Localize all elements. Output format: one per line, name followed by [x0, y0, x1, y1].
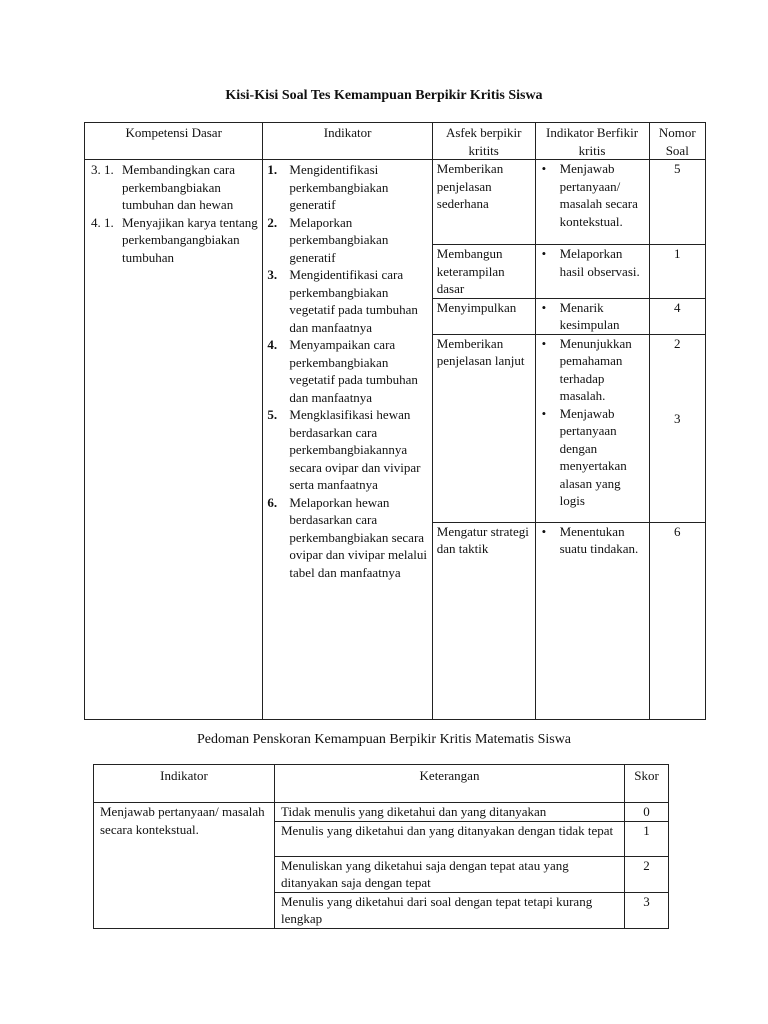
aspek-cell: Membangun keterampilan dasar [432, 245, 535, 299]
aspek-cell: Mengatur strategi dan taktik [432, 522, 535, 719]
indikator-number: 4. [267, 337, 278, 352]
kompetensi-number: 3. 1. [91, 162, 114, 177]
indikator-item [267, 266, 427, 336]
header-keterangan: Keterangan [275, 765, 625, 803]
indikator-item [267, 406, 427, 494]
nomor-soal-cell [649, 334, 706, 522]
header-indikator: Indikator [263, 123, 432, 160]
indikator-text: Mengidentifikasi perkembangbiakan generatif [289, 162, 389, 212]
skor-cell: 2 [625, 856, 669, 892]
nomor-soal-value: 6 [674, 523, 681, 539]
indikator-number: 2. [267, 214, 278, 230]
kompetensi-dasar-cell [85, 160, 263, 720]
bullet-icon: • [541, 523, 547, 539]
bullet-text: Menjawab pertanyaan/ masalah secara kontekstual. [559, 161, 638, 229]
indikator-item [267, 214, 427, 267]
keterangan-cell: Menuliskan yang diketahui saja dengan tepat atau yang ditanyakan saja dengan tepat [275, 856, 625, 892]
indikator-text: Melaporkan perkembangbiakan generatif [289, 214, 389, 265]
nomor-soal-cell [649, 160, 706, 245]
skor-cell: 0 [625, 803, 669, 822]
indikator-bk-cell [535, 334, 649, 522]
indikator-number: 3. [267, 267, 278, 282]
bullet-text: Menentukan suatu tindakan. [559, 523, 639, 556]
keterangan-cell: Menulis yang diketahui dan yang ditanyakan dengan tidak tepat [275, 821, 625, 856]
kompetensi-number: 4. 1. [91, 214, 114, 230]
nomor-soal-value: 5 [674, 161, 681, 176]
bullet-item [542, 335, 645, 405]
skor-cell: 3 [625, 892, 669, 928]
bullet-item [542, 523, 645, 558]
bullet-icon: • [541, 299, 547, 315]
indikator-bk-cell [535, 522, 649, 719]
header-skor: Skor [625, 765, 669, 803]
bullet-icon: • [541, 405, 547, 421]
indikator-bk-cell [535, 245, 649, 299]
bullet-item [542, 405, 645, 510]
bullet-item [542, 160, 645, 230]
bullet-text: Menunjukkan pemahaman terhadap masalah. [559, 335, 632, 403]
scoring-guide-title: Pedoman Penskoran Kemampuan Berpikir Kritis Matematis Siswa [196, 732, 572, 747]
indikator-text: Mengklasifikasi hewan berdasarkan cara perkembangbiakannya secara ovipar dan vivipar serta manfaatnya [289, 407, 421, 492]
indikator-item [267, 494, 427, 582]
header-indikator: Indikator [94, 765, 275, 803]
aspek-cell: Memberikan penjelasan lanjut [432, 334, 535, 522]
kompetensi-item [91, 214, 258, 267]
indikator-number: 5. [267, 407, 278, 422]
nomor-soal-value: 1 [674, 246, 681, 261]
indikator-item [267, 161, 427, 214]
aspek-cell: Memberikan penjelasan sederhana [432, 160, 535, 245]
nomor-soal-cell [649, 522, 706, 719]
bullet-icon: • [541, 246, 547, 261]
nomor-soal-cell [649, 298, 706, 334]
aspek-cell: Menyimpulkan [432, 298, 535, 334]
indikator-text: Menyampaikan cara perkembangbiakan vegetatif pada tumbuhan dan manfaatnya [289, 337, 418, 405]
header-nomor-soal: Nomor Soal [649, 123, 706, 160]
nomor-soal-value: 2 [674, 335, 681, 351]
keterangan-cell: Tidak menulis yang diketahui dan yang ditanyakan [275, 803, 625, 822]
bullet-text: Menjawab pertanyaan dengan menyertakan alasan yang logis [559, 405, 627, 508]
nomor-soal-cell [649, 245, 706, 299]
keterangan-cell: Menulis yang diketahui dari soal dengan tepat tetapi kurang lengkap [275, 892, 625, 928]
bullet-icon: • [541, 335, 547, 351]
indikator-number: 6. [267, 494, 278, 510]
scoring-table [93, 764, 669, 929]
indikator-item [267, 336, 427, 406]
skor-cell: 1 [625, 821, 669, 856]
document-title: Kisi-Kisi Soal Tes Kemampuan Berpikir Kritis Siswa [225, 88, 543, 103]
header-indikator-berfikir-kritis: Indikator Berfikir kritis [535, 123, 649, 160]
indikator-number: 1. [267, 162, 278, 177]
indikator-bk-cell [535, 298, 649, 334]
kompetensi-text: Menyajikan karya tentang perkembangangbiakan tumbuhan [122, 214, 258, 265]
nomor-soal-value: 3 [674, 411, 681, 426]
indikator-text: Melaporkan hewan berdasarkan cara perkembangbiakan secara ovipar dan vivipar melalui tabel dan manfaatnya [289, 494, 427, 580]
scoring-indikator-cell: Menjawab pertanyaan/ masalah secara kontekstual. [94, 803, 275, 929]
header-kompetensi-dasar: Kompetensi Dasar [85, 123, 263, 160]
bullet-text: Menarik kesimpulan [559, 299, 620, 332]
kompetensi-item [91, 161, 258, 214]
indikator-text: Mengidentifikasi cara perkembangbiakan vegetatif pada tumbuhan dan manfaatnya [289, 267, 418, 335]
bullet-text: Melaporkan hasil observasi. [559, 246, 640, 279]
bullet-item [542, 245, 645, 280]
indikator-cell [263, 160, 432, 720]
bullet-item [542, 299, 645, 334]
header-aspek-berpikir-kritis: Asfek berpikir kritits [432, 123, 535, 160]
bullet-icon: • [541, 161, 547, 176]
indikator-bk-cell [535, 160, 649, 245]
kisi-kisi-table [84, 122, 706, 720]
nomor-soal-value: 4 [674, 299, 681, 315]
kompetensi-text: Membandingkan cara perkembangbiakan tumbuhan dan hewan [122, 162, 235, 212]
